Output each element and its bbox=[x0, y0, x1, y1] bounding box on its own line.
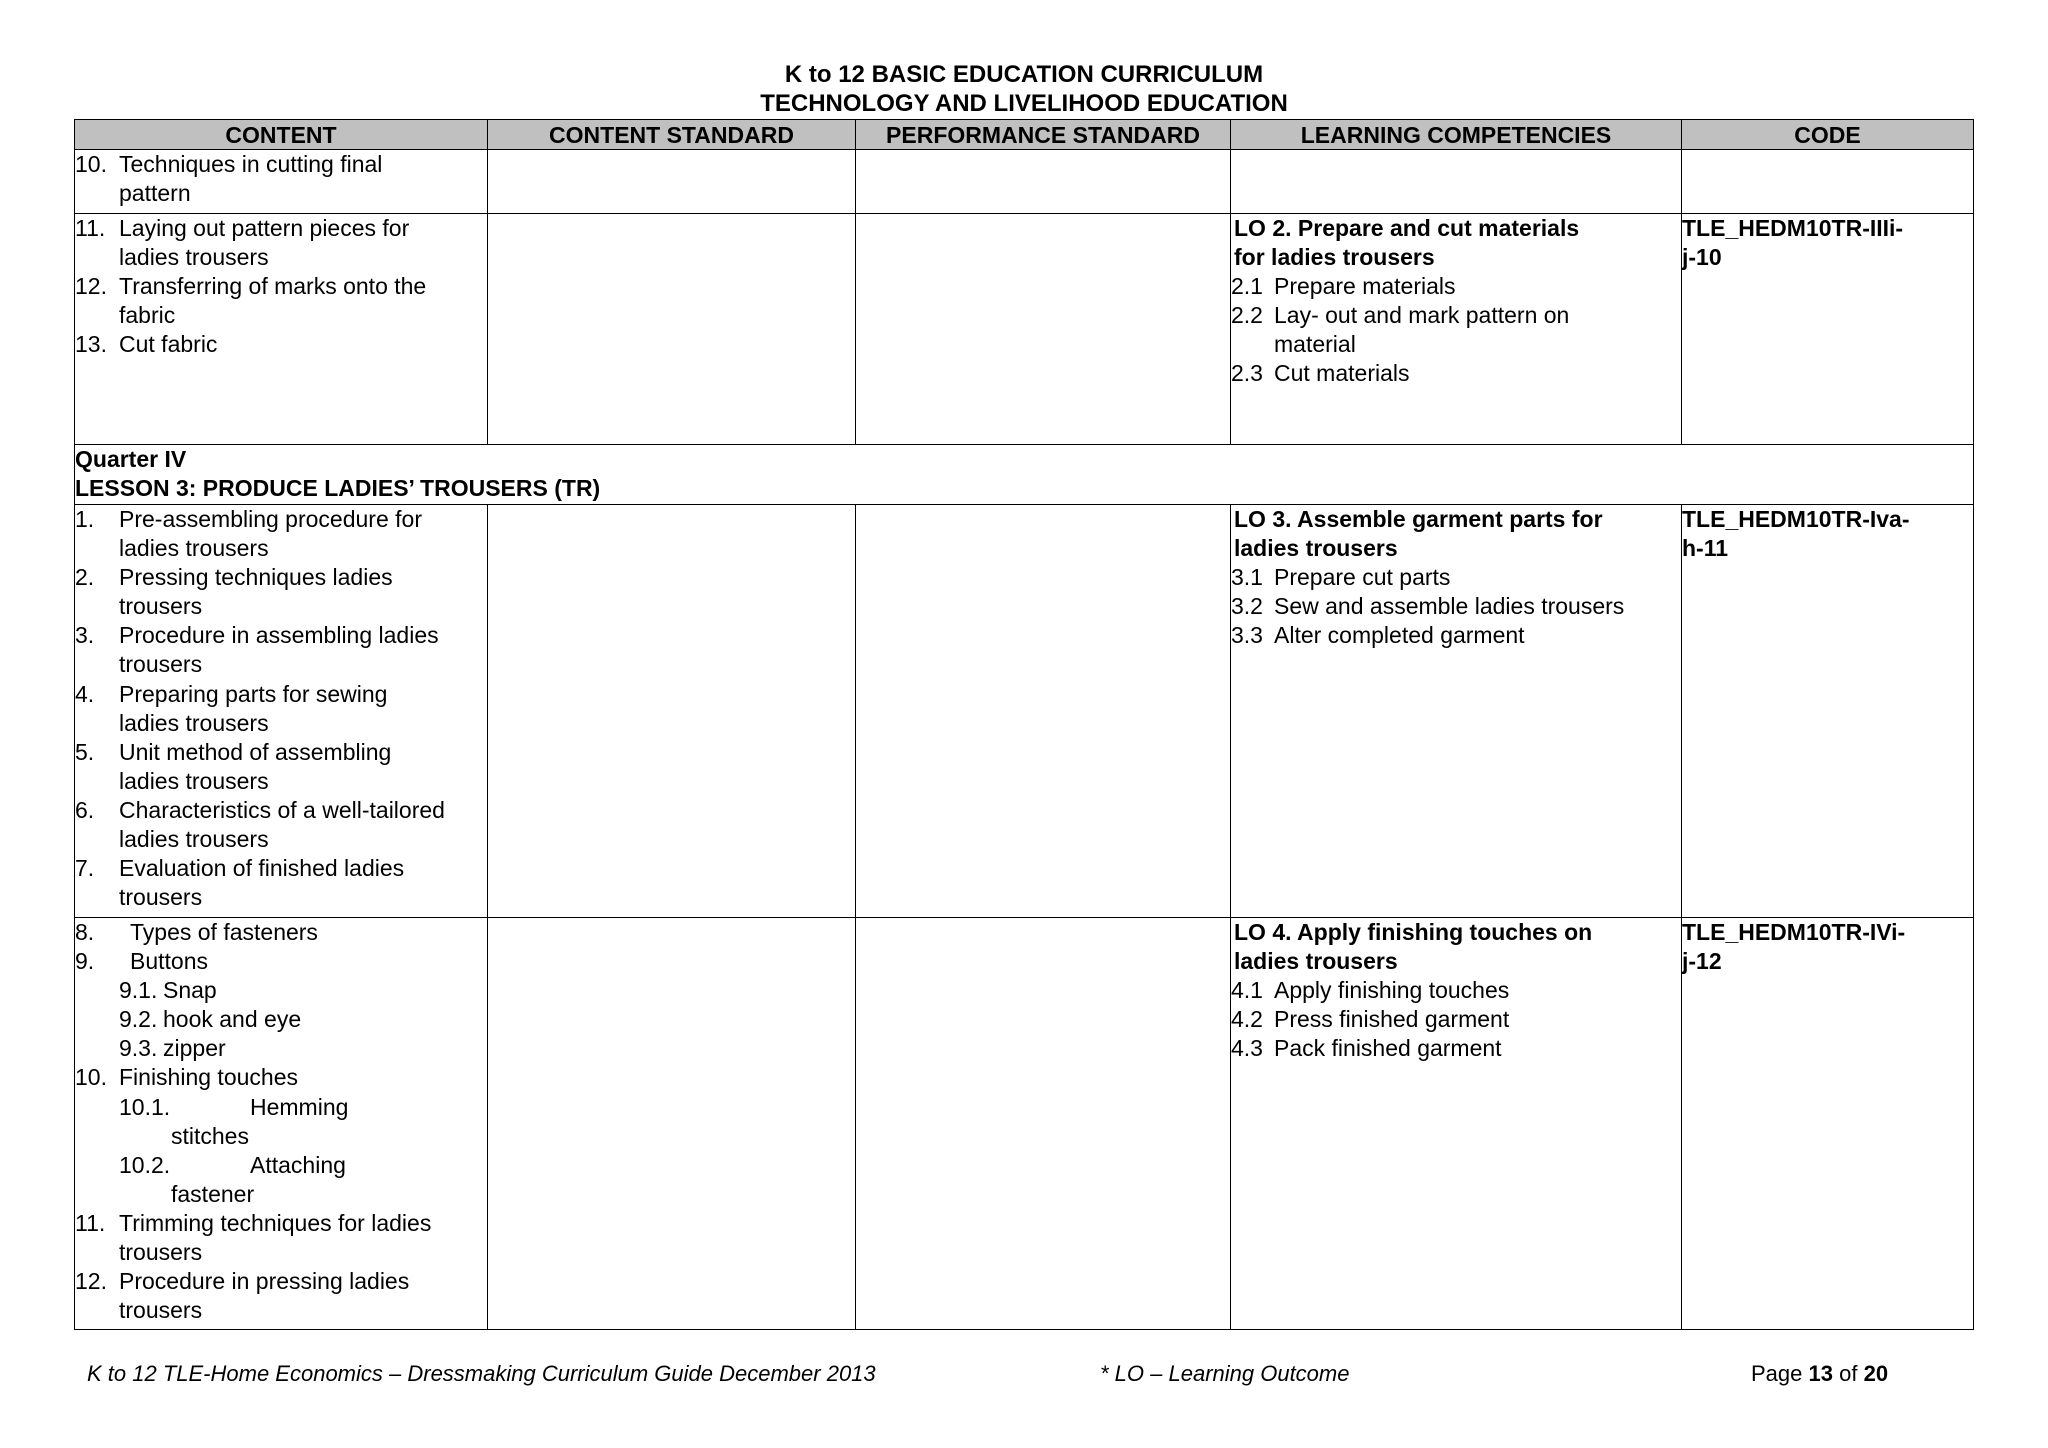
content-item-text: Characteristics of a well-tailored ladies trousers bbox=[119, 796, 445, 853]
content-cell bbox=[75, 918, 488, 1330]
content-subitem bbox=[119, 1034, 487, 1063]
content-item-number: 10. bbox=[75, 1064, 107, 1091]
content-item-number: 6. bbox=[75, 796, 95, 823]
content-item-number: 4. bbox=[75, 680, 95, 707]
learning-competencies-cell bbox=[1231, 505, 1682, 918]
content-item-text: Trimming techniques for ladies trousers bbox=[119, 1209, 432, 1266]
competency-code: TLE_HEDM10TR-Iva-h-11 bbox=[1682, 506, 1910, 562]
section-row bbox=[75, 445, 1974, 505]
competency-text: Prepare cut parts bbox=[1274, 564, 1451, 591]
code-cell bbox=[1682, 214, 1974, 445]
content-item-number: 5. bbox=[75, 738, 95, 765]
competency-number: 2.2 bbox=[1231, 302, 1263, 329]
competency-text: Pack finished garment bbox=[1274, 1035, 1502, 1062]
learning-competencies-cell bbox=[1231, 918, 1682, 1330]
lesson-title: LESSON 3: PRODUCE LADIES’ TROUSERS (TR) bbox=[75, 474, 601, 501]
content-item-text: Pre-assembling procedure for ladies trousers bbox=[119, 506, 422, 562]
content-item-text: Types of fasteners bbox=[130, 919, 318, 945]
content-item-text: Procedure in assembling ladies trousers bbox=[119, 622, 439, 678]
content-item-number: 12. bbox=[75, 273, 107, 300]
content-item bbox=[75, 505, 487, 563]
content-subitem bbox=[119, 1093, 487, 1151]
performance-standard-cell bbox=[856, 214, 1231, 445]
page-of-label: of bbox=[1839, 1361, 1858, 1386]
content-subitem-number: 9.2. bbox=[119, 1006, 158, 1033]
content-item bbox=[75, 1267, 487, 1325]
competency-text: Cut materials bbox=[1274, 360, 1410, 387]
content-item-number: 9. bbox=[75, 948, 95, 975]
competency-item bbox=[1231, 621, 1681, 650]
content-item-text: Cut fabric bbox=[119, 331, 218, 358]
content-item-text: Unit method of assembling ladies trousers bbox=[119, 738, 392, 794]
content-subitem-text: hook and eye bbox=[163, 1006, 302, 1033]
content-item-text: Transferring of marks onto the fabric bbox=[119, 273, 427, 329]
content-item bbox=[75, 947, 487, 976]
table-row bbox=[75, 150, 1974, 214]
competency-text: Prepare materials bbox=[1274, 273, 1456, 300]
content-subitem-text: Snap bbox=[163, 977, 217, 1004]
content-item-number: 10. bbox=[75, 151, 107, 177]
learning-outcome-title: LO 3. Assemble garment parts for ladies trousers bbox=[1234, 506, 1603, 562]
competency-number: 3.1 bbox=[1231, 564, 1263, 591]
code-cell bbox=[1682, 918, 1974, 1330]
content-item bbox=[75, 1209, 487, 1267]
competency-item bbox=[1231, 272, 1681, 301]
content-item bbox=[75, 330, 487, 359]
content-item-text: Buttons bbox=[130, 948, 208, 975]
page-label: Page bbox=[1751, 1361, 1803, 1386]
column-header-code: CODE bbox=[1682, 120, 1974, 150]
competency-item bbox=[1231, 1034, 1681, 1063]
performance-standard-cell bbox=[856, 505, 1231, 918]
table-row bbox=[75, 918, 1974, 1330]
content-item-text: Procedure in pressing ladies trousers bbox=[119, 1268, 410, 1324]
page-footer bbox=[0, 1360, 2048, 1390]
content-item bbox=[75, 680, 487, 738]
competency-text: Lay- out and mark pattern on material bbox=[1274, 302, 1570, 358]
competency-item bbox=[1231, 359, 1681, 388]
content-item bbox=[75, 563, 487, 621]
content-cell bbox=[75, 214, 488, 445]
content-item-text: Finishing touches bbox=[119, 1064, 298, 1091]
content-item-number: 1. bbox=[75, 506, 95, 532]
performance-standard-cell bbox=[856, 918, 1231, 1330]
document-title-line1: K to 12 BASIC EDUCATION CURRICULUM bbox=[784, 61, 1264, 88]
competency-code: TLE_HEDM10TR-IIIi-j-10 bbox=[1682, 215, 1904, 271]
competency-item bbox=[1231, 592, 1681, 621]
content-subitem bbox=[119, 1005, 487, 1034]
competency-number: 4.2 bbox=[1231, 1006, 1263, 1033]
competency-text: Sew and assemble ladies trousers bbox=[1274, 593, 1625, 620]
document-title-line2: TECHNOLOGY AND LIVELIHOOD EDUCATION bbox=[760, 90, 1288, 117]
page-total: 20 bbox=[1863, 1361, 1889, 1386]
page-number bbox=[1751, 1360, 1888, 1388]
content-item-text: Laying out pattern pieces for ladies trousers bbox=[119, 215, 410, 271]
competency-item bbox=[1231, 301, 1681, 359]
competency-number: 3.3 bbox=[1231, 622, 1263, 649]
content-subitem-text: Attaching fastener bbox=[171, 1151, 346, 1207]
competency-text: Apply finishing touches bbox=[1274, 977, 1510, 1004]
competency-code: TLE_HEDM10TR-IVi-j-12 bbox=[1682, 919, 1906, 975]
table-row bbox=[75, 505, 1974, 918]
content-item bbox=[75, 854, 487, 912]
content-item-text: Pressing techniques ladies trousers bbox=[119, 564, 393, 620]
content-subitem-number: 10.1. bbox=[119, 1093, 171, 1120]
page-current: 13 bbox=[1808, 1361, 1833, 1386]
content-item bbox=[75, 272, 487, 330]
content-item bbox=[75, 621, 487, 679]
column-header-learning-competencies: LEARNING COMPETENCIES bbox=[1231, 120, 1682, 150]
content-subitem-number: 10.2. bbox=[119, 1151, 171, 1178]
content-item bbox=[75, 214, 487, 272]
learning-competencies-cell bbox=[1231, 150, 1682, 214]
content-standard-cell bbox=[488, 505, 856, 918]
competency-number: 3.2 bbox=[1231, 593, 1263, 620]
quarter-label: Quarter IV bbox=[75, 446, 187, 472]
content-subitem-number: 9.1. bbox=[119, 977, 158, 1004]
content-item-number: 11. bbox=[75, 215, 106, 241]
content-item-number: 7. bbox=[75, 855, 95, 882]
footer-guide-title: K to 12 TLE-Home Economics – Dressmaking Curriculum Guide December 2013 bbox=[87, 1361, 876, 1386]
content-subitem-text: zipper bbox=[163, 1035, 226, 1062]
code-cell bbox=[1682, 150, 1974, 214]
competency-item bbox=[1231, 563, 1681, 592]
code-cell bbox=[1682, 505, 1974, 918]
content-item-number: 12. bbox=[75, 1268, 107, 1295]
content-cell bbox=[75, 505, 488, 918]
content-item-number: 11. bbox=[75, 1209, 106, 1236]
content-standard-cell bbox=[488, 214, 856, 445]
content-subitem bbox=[119, 1151, 487, 1209]
content-item-text: Techniques in cutting final pattern bbox=[119, 151, 383, 207]
content-subitem-text: Hemming stitches bbox=[171, 1093, 349, 1149]
content-cell bbox=[75, 150, 488, 214]
content-item-number: 3. bbox=[75, 622, 95, 649]
performance-standard-cell bbox=[856, 150, 1231, 214]
content-item-text: Preparing parts for sewing ladies trousers bbox=[119, 680, 388, 736]
competency-item bbox=[1231, 976, 1681, 1005]
content-subitem bbox=[119, 976, 487, 1005]
column-header-content: CONTENT bbox=[75, 120, 488, 150]
column-header-performance-standard: PERFORMANCE STANDARD bbox=[856, 120, 1231, 150]
column-header-content-standard: CONTENT STANDARD bbox=[488, 120, 856, 150]
competency-number: 2.1 bbox=[1231, 273, 1263, 300]
content-subitem-number: 9.3. bbox=[119, 1035, 158, 1062]
competency-text: Press finished garment bbox=[1274, 1006, 1510, 1033]
learning-outcome-title: LO 2. Prepare and cut materials for ladies trousers bbox=[1234, 215, 1580, 271]
content-item bbox=[75, 796, 487, 854]
content-item-number: 13. bbox=[75, 331, 107, 358]
content-standard-cell bbox=[488, 918, 856, 1330]
content-item bbox=[75, 150, 487, 208]
content-item-text: Evaluation of finished ladies trousers bbox=[119, 855, 405, 911]
content-item bbox=[75, 738, 487, 796]
competency-number: 2.3 bbox=[1231, 360, 1263, 387]
footer-note: * LO – Learning Outcome bbox=[1100, 1361, 1350, 1386]
learning-outcome-title: LO 4. Apply finishing touches on ladies trousers bbox=[1234, 919, 1593, 975]
competency-item bbox=[1231, 1005, 1681, 1034]
content-item-number: 2. bbox=[75, 564, 95, 591]
content-standard-cell bbox=[488, 150, 856, 214]
competency-text: Alter completed garment bbox=[1274, 622, 1525, 649]
content-item bbox=[75, 918, 487, 947]
content-item bbox=[75, 1063, 487, 1092]
competency-number: 4.1 bbox=[1231, 977, 1263, 1004]
content-item-number: 8. bbox=[75, 919, 95, 945]
table-row bbox=[75, 214, 1974, 445]
section-cell bbox=[75, 445, 1974, 505]
curriculum-table bbox=[74, 119, 1974, 1330]
document-title bbox=[0, 60, 2048, 118]
competency-number: 4.3 bbox=[1231, 1035, 1263, 1062]
table-header-row bbox=[75, 120, 1974, 150]
learning-competencies-cell bbox=[1231, 214, 1682, 445]
